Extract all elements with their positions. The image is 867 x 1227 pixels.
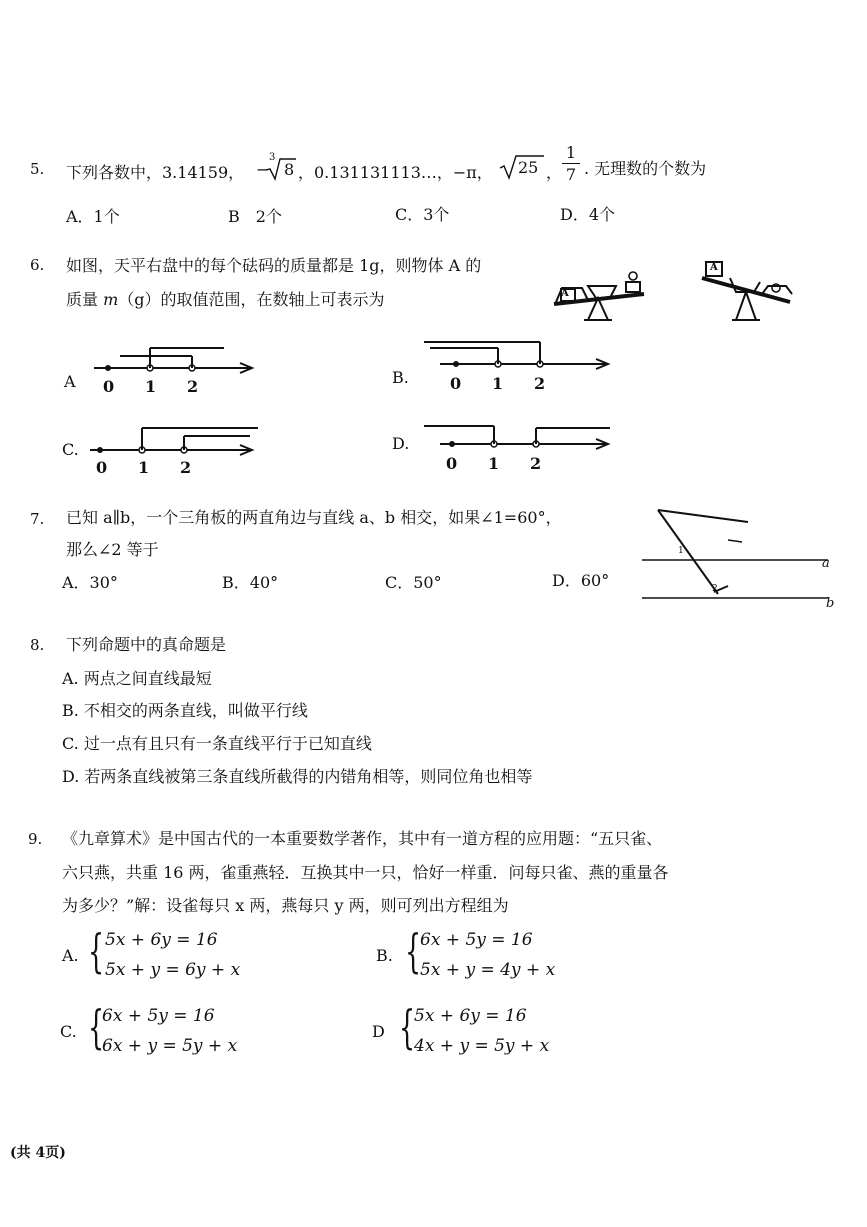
q8-option-a[interactable]: A. 两点之间直线最短	[62, 669, 212, 688]
balance-right-object-label: A	[710, 262, 718, 273]
q7-line-b-label: b	[826, 596, 835, 611]
q9-option-b-eq1: 6x + 5y = 16	[420, 930, 533, 950]
q6-option-a-number-line[interactable]	[90, 340, 260, 380]
q9-option-d-label[interactable]: D	[372, 1022, 385, 1041]
q7-option-d[interactable]: D．60°	[552, 571, 610, 590]
q6-number: 6.	[30, 256, 45, 274]
q5-stem-tail: . 无理数的个数为	[584, 159, 707, 178]
q6-a-tick-0: 0	[103, 377, 115, 396]
q5-option-c[interactable]: C．3个	[395, 205, 450, 224]
q7-option-c[interactable]: C．50°	[385, 573, 442, 592]
q9-option-a-eq1: 5x + 6y = 16	[105, 930, 218, 950]
q9-option-c-brace: {	[88, 1000, 105, 1054]
q5-option-b[interactable]: B 2个	[228, 207, 282, 226]
q9-option-c-eq2: 6x + y = 5y + x	[102, 1036, 238, 1056]
q8-option-d[interactable]: D. 若两条直线被第三条直线所截得的内错角相等，则同位角也相等	[62, 767, 533, 786]
q9-stem-line3: 为多少？”解：设雀每只 x 两，燕每只 y 两，则可列出方程组为	[62, 896, 509, 915]
q8-option-c[interactable]: C. 过一点有且只有一条直线平行于已知直线	[62, 734, 372, 753]
q5-sqrt-radicand: 25	[518, 158, 539, 177]
q7-number: 7.	[30, 510, 45, 528]
q6-option-d-label[interactable]: D.	[392, 434, 410, 453]
q6-c-tick-0: 0	[96, 458, 108, 477]
q6-option-b-number-line[interactable]	[420, 336, 620, 376]
q9-option-b-brace: {	[405, 924, 422, 978]
q9-option-b-label[interactable]: B.	[376, 946, 393, 965]
q5-stem-middle: ，0.131131113…，−π，	[298, 163, 493, 182]
q9-stem-line2: 六只燕，共重 16 两，雀重燕轻．互换其中一只，恰好一样重．问每只雀、燕的重量各	[62, 863, 669, 882]
q9-option-a-label[interactable]: A.	[62, 946, 79, 965]
q6-d-tick-0: 0	[446, 454, 458, 473]
q7-stem-line1: 已知 a∥b，一个三角板的两直角边与直线 a、b 相交，如果∠1=60°，	[66, 508, 562, 527]
q6-option-c-number-line[interactable]	[90, 422, 260, 462]
balance-left-object-label: A	[561, 288, 569, 299]
q9-option-c-label[interactable]: C.	[60, 1022, 77, 1041]
q9-option-a-brace: {	[88, 924, 105, 978]
q7-triangle-figure	[638, 500, 838, 610]
q9-option-d-brace: {	[399, 1000, 416, 1054]
q7-option-b[interactable]: B．40°	[222, 573, 279, 592]
q8-number: 8.	[30, 636, 45, 654]
q6-stem-line2-a: 质量	[66, 290, 104, 309]
q8-stem: 下列命题中的真命题是	[66, 635, 227, 654]
q9-stem-line1: 《九章算术》是中国古代的一本重要数学著作，其中有一道方程的应用题：“五只雀、	[62, 829, 663, 848]
q5-neg-sign: −	[256, 160, 270, 179]
q9-option-a-eq2: 5x + y = 6y + x	[105, 960, 241, 980]
q6-option-c-label[interactable]: C.	[62, 440, 79, 459]
page-footer: (共 4页)	[10, 1145, 66, 1161]
q5-stem-lead: 下列各数中，3.14159，	[66, 163, 245, 182]
q5-option-a[interactable]: A．1个	[66, 207, 120, 226]
q6-b-tick-1: 1	[492, 374, 504, 393]
q7-stem-line2: 那么∠2 等于	[66, 540, 159, 559]
q7-line-a-label: a	[822, 556, 830, 571]
q9-option-b-eq2: 5x + y = 4y + x	[420, 960, 556, 980]
q7-option-a[interactable]: A．30°	[62, 573, 118, 592]
q5-fraction-denominator: 7	[565, 165, 577, 184]
q5-cbrt-radicand: 8	[284, 160, 295, 179]
q7-angle-1-label: 1	[678, 546, 684, 556]
q6-c-tick-2: 2	[180, 458, 192, 477]
q6-stem-line2-b: （g）的取值范围，在数轴上可表示为	[118, 290, 385, 309]
q9-option-d-eq2: 4x + y = 5y + x	[414, 1036, 550, 1056]
q6-option-a-label[interactable]: A	[64, 372, 76, 391]
q5-option-d[interactable]: D．4个	[560, 205, 616, 224]
q5-cbrt-index: 3	[269, 152, 276, 163]
q6-a-tick-2: 2	[187, 377, 199, 396]
q5-fraction-bar	[562, 163, 580, 164]
q8-option-b[interactable]: B. 不相交的两条直线，叫做平行线	[62, 701, 308, 720]
q5-fraction	[562, 143, 580, 184]
q6-c-tick-1: 1	[138, 458, 150, 477]
q6-variable-m: m	[103, 290, 119, 309]
q6-stem-line2	[66, 287, 385, 310]
q9-option-c-eq1: 6x + 5y = 16	[102, 1006, 215, 1026]
q5-number: 5.	[30, 160, 45, 178]
q5-comma: ，	[546, 163, 563, 182]
q5-fraction-numerator: 1	[565, 143, 577, 162]
q6-d-tick-2: 2	[530, 454, 542, 473]
q9-option-d-eq1: 5x + 6y = 16	[414, 1006, 527, 1026]
q6-a-tick-1: 1	[145, 377, 157, 396]
q9-number: 9.	[28, 830, 43, 848]
q7-angle-2-label: 2	[712, 584, 718, 594]
q6-stem-line1: 如图，天平右盘中的每个砝码的质量都是 1g，则物体 A 的	[66, 256, 482, 275]
q6-b-tick-0: 0	[450, 374, 462, 393]
q6-option-b-label[interactable]: B.	[392, 368, 409, 387]
q6-d-tick-1: 1	[488, 454, 500, 473]
q6-b-tick-2: 2	[534, 374, 546, 393]
